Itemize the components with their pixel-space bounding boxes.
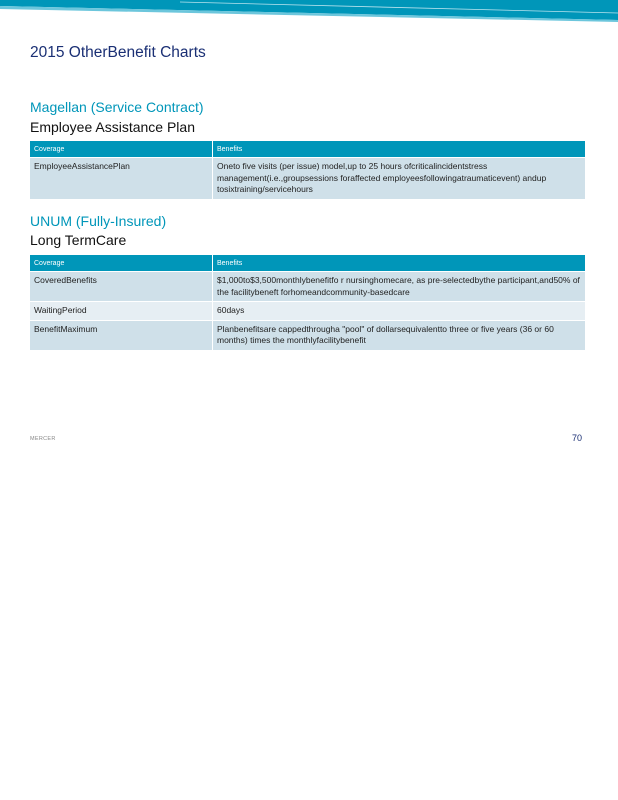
- section-subtitle-eap: Employee Assistance Plan: [30, 119, 195, 135]
- coverage-cell: WaitingPeriod: [30, 302, 213, 321]
- column-header-benefits: Benefits: [213, 255, 586, 272]
- decorative-header-banner: [0, 0, 618, 24]
- table-header-row: [30, 141, 586, 158]
- benefits-cell: Planbenefitsare cappedthrougha "pool" of dollarsequivalentto three or five years (36 or 60 months) times the monthlyfacilitybenefit: [213, 320, 586, 350]
- benefits-cell: $1,000to$3,500monthlybenefitfo r nursinghomecare, as pre-selectedbythe participant,and50% of the facilitybeneft forhomeandcommunity-basedcare: [213, 272, 586, 302]
- section-subtitle-ltc: Long TermCare: [30, 232, 127, 248]
- table-row: [30, 158, 586, 200]
- coverage-cell: EmployeeAssistancePlan: [30, 158, 213, 200]
- table-header-row: [30, 255, 586, 272]
- section-title-magellan: Magellan (Service Contract): [30, 99, 204, 115]
- section-title-unum: UNUM (Fully-Insured): [30, 213, 167, 229]
- column-header-benefits: Benefits: [213, 141, 586, 158]
- column-header-coverage: Coverage: [30, 141, 213, 158]
- table-row: [30, 272, 586, 302]
- benefits-cell: Oneto five visits (per issue) model,up to 25 hours ofcriticalincidentstress management(i.e.,groupsessions foraffected employeesfollowingatraumaticevent) andup tosixtraining/servicehours: [213, 158, 586, 200]
- column-header-coverage: Coverage: [30, 255, 213, 272]
- footer-brand-logo: MERCER: [30, 436, 56, 442]
- ltc-benefits-table: [29, 254, 586, 351]
- page-title: 2015 OtherBenefit Charts: [30, 44, 206, 61]
- table-row: [30, 302, 586, 321]
- eap-benefits-table: [29, 140, 586, 200]
- benefits-cell: 60days: [213, 302, 586, 321]
- table-row: [30, 320, 586, 350]
- coverage-cell: BenefitMaximum: [30, 320, 213, 350]
- coverage-cell: CoveredBenefits: [30, 272, 213, 302]
- page-number: 70: [572, 433, 583, 443]
